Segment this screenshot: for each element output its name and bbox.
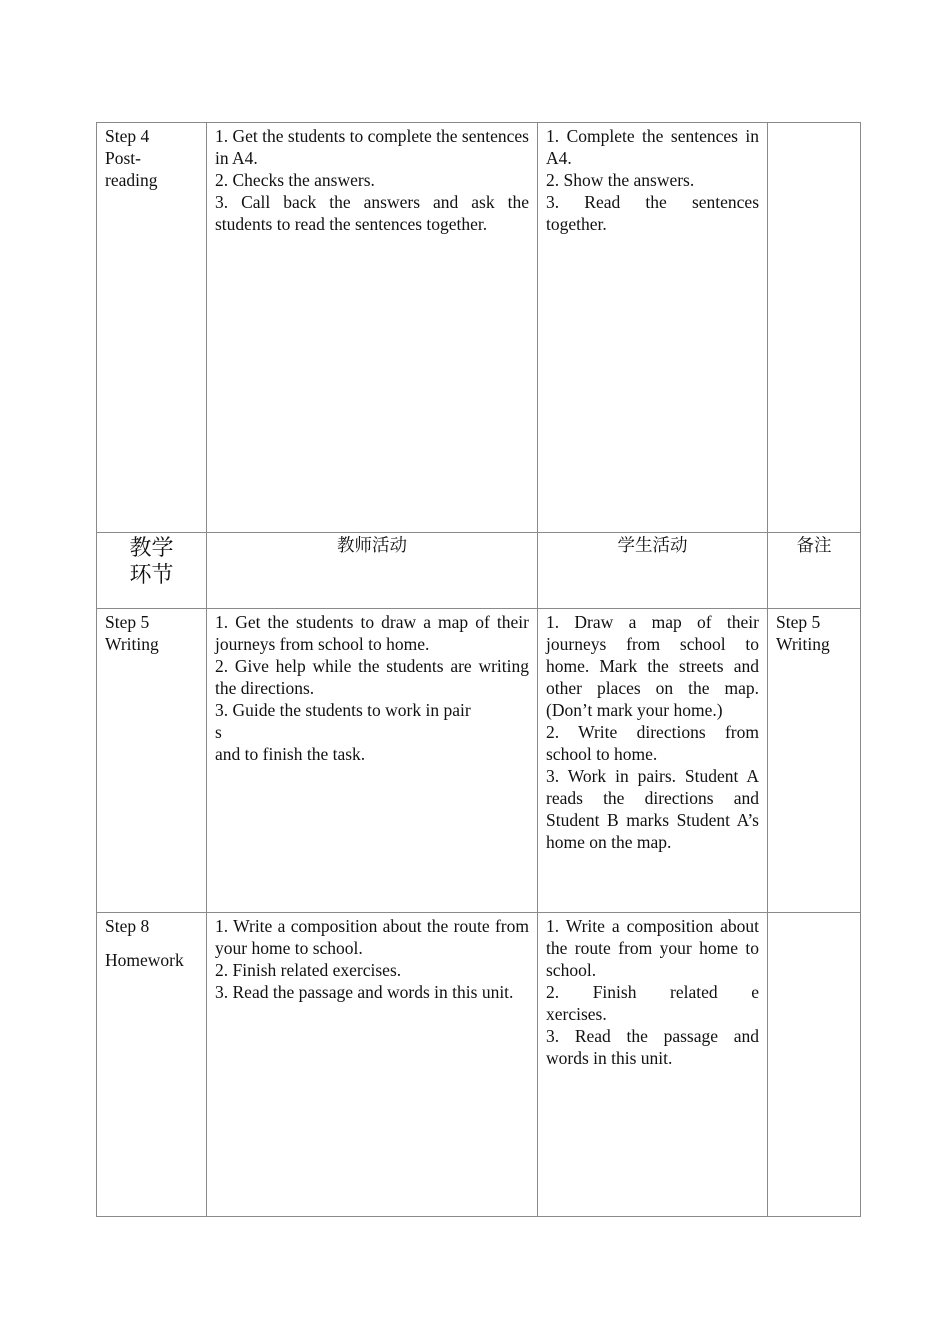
header-stage-line: 教学 xyxy=(129,536,174,561)
activity-item: xercises. xyxy=(546,1004,607,1024)
student-activity-step8 xyxy=(538,913,768,1217)
activity-item: 1. Write a composition about the route from your home to school. xyxy=(546,916,759,980)
stage-label: Step 8 xyxy=(105,916,150,936)
stage-label: Post- xyxy=(105,148,141,168)
notes-cell-step5 xyxy=(768,609,861,913)
header-row xyxy=(97,533,861,609)
activity-item: 1. Draw a map of their journeys from school to home. Mark the streets and other places on the map. (Don’t mark your home.) xyxy=(546,612,759,720)
notes-cell-step4 xyxy=(768,123,861,533)
student-activity-step4 xyxy=(538,123,768,533)
activity-item: and to finish the task. xyxy=(215,744,366,764)
header-teacher: 教师活动 xyxy=(207,533,538,609)
teacher-activity-step4 xyxy=(207,123,538,533)
stage-label: Writing xyxy=(105,634,159,654)
teacher-activity-step5 xyxy=(207,609,538,913)
stage-label: Step 5 xyxy=(105,612,150,632)
row-step4 xyxy=(97,123,861,533)
activity-item: 2. Checks the answers. xyxy=(215,170,375,190)
header-stage-line: 环节 xyxy=(129,563,174,588)
stage-label: reading xyxy=(105,170,158,190)
activity-item: 1. Write a composition about the route from your home to school. xyxy=(215,916,529,958)
activity-item: 3. Call back the answers and ask the students to read the sentences together. xyxy=(215,192,529,234)
activity-item: 1. Complete the sentences in A4. xyxy=(546,126,759,168)
row-step8 xyxy=(97,913,861,1217)
activity-item: 3. Read the passage and words in this unit. xyxy=(215,982,514,1002)
spacer xyxy=(105,937,198,949)
activity-item: 3. Work in pairs. Student A reads the directions and Student B marks Student A’s home on the map. xyxy=(546,766,759,852)
activity-item: 2. Finish related exercises. xyxy=(215,960,402,980)
activity-item: 1. Get the students to complete the sentences in A4. xyxy=(215,126,529,168)
activity-item: 2. Give help while the students are writing the directions. xyxy=(215,656,529,698)
activity-item: 3. Read the sentences together. xyxy=(546,192,759,234)
activity-item: 3. Guide the students to work in pair xyxy=(215,700,471,720)
activity-item: 1. Get the students to draw a map of their journeys from school to home. xyxy=(215,612,529,654)
header-stage xyxy=(97,533,207,609)
stage-cell-step4 xyxy=(97,123,207,533)
activity-item: 2. Finish related e xyxy=(546,982,759,1002)
header-notes: 备注 xyxy=(768,533,861,609)
teacher-activity-step8 xyxy=(207,913,538,1217)
notes-cell-step8 xyxy=(768,913,861,1217)
student-activity-step5 xyxy=(538,609,768,913)
stage-label: Step 4 xyxy=(105,126,150,146)
stage-cell-step5 xyxy=(97,609,207,913)
notes-label: Writing xyxy=(776,634,830,654)
header-student: 学生活动 xyxy=(538,533,768,609)
notes-label: Step 5 xyxy=(776,612,821,632)
stage-cell-step8 xyxy=(97,913,207,1217)
activity-item: 3. Read the passage and words in this unit. xyxy=(546,1026,759,1068)
row-step5 xyxy=(97,609,861,913)
activity-item: 2. Show the answers. xyxy=(546,170,695,190)
activity-item: s xyxy=(215,722,222,742)
activity-item: 2. Write directions from school to home. xyxy=(546,722,759,764)
lesson-plan-table xyxy=(96,122,861,1217)
stage-label: Homework xyxy=(105,950,184,970)
